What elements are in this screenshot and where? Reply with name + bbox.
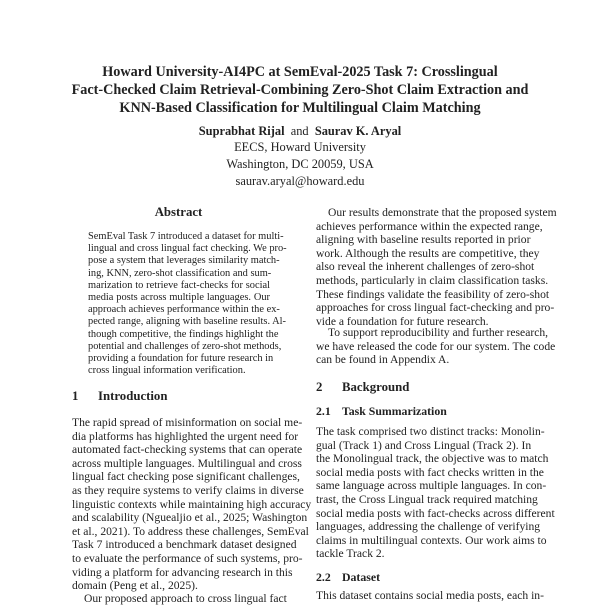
abstract-text (88, 231, 287, 377)
right-para-1 (316, 206, 557, 328)
right-para-2 (316, 326, 556, 367)
text-line: Our results demonstrate that the proposed system (328, 206, 557, 219)
text-line: et al., 2021). To address these challenges, SemEval (72, 524, 309, 538)
task-text (316, 425, 555, 561)
text-line: achieves performance within the expected range, (316, 219, 543, 233)
text-line: approaches for cross lingual fact-checking and pro- (316, 301, 555, 315)
text-line: work. Although the results are competitive, they (316, 246, 540, 260)
text-line: linguistic contexts while maintaining high accuracy (72, 497, 312, 511)
text-line: across multiple languages. Multilingual and cross (72, 456, 302, 470)
text-line: as they require systems to verify claims in diverse (72, 483, 304, 497)
text-line: The rapid spread of misinformation on social me- (72, 416, 303, 429)
text-line: aligning with baseline results reported in prior (316, 233, 531, 247)
author-and: and (290, 124, 309, 138)
text-line: cross lingual information verification. (88, 365, 246, 377)
authors (100, 123, 500, 139)
text-line: To support reproducibility and further research, (328, 326, 549, 339)
text-line: gual (Track 1) and Cross Lingual (Track 2). In (316, 438, 532, 452)
text-line: also reveal the inherent challenges of zero-shot (316, 260, 535, 274)
text-line: lingual fact checking pose significant challenges, (72, 470, 300, 484)
dataset-heading: 2.2 Dataset (316, 570, 381, 584)
text-line: pose a system that leverages similarity match- (88, 255, 280, 267)
intro-text (72, 416, 312, 593)
email-link[interactable]: saurav.aryal@howard.edu (235, 174, 365, 188)
text-line: automated fact-checking systems that can operate (72, 443, 303, 457)
text-line: languages, addressing the challenge of verifying (316, 520, 541, 534)
background-heading: 2 Background (316, 380, 410, 394)
text-line: marization to retrieve fact-checks for social (88, 279, 270, 291)
text-line: the Monolingual track, the objective was to match (316, 452, 549, 466)
text-line: social media posts with fact-checks across different (316, 506, 555, 520)
text-line: to evaluate the performance of such systems, pro- (72, 551, 303, 565)
address: Washington, DC 20059, USA (226, 157, 374, 171)
text-line: viding a platform for advancing research in this (72, 565, 293, 579)
author-name: Saurav K. Aryal (314, 124, 402, 138)
text-line: and scalability (Nguealjio et al., 2025; Washington (72, 511, 308, 525)
text-line: ing, KNN, zero-shot classification and sum- (88, 267, 272, 279)
intro-heading: 1 Introduction (72, 389, 168, 403)
text-line: These findings validate the feasibility of zero-shot (316, 287, 550, 301)
text-line: lingual and cross lingual fact checking. We pro- (88, 243, 287, 255)
text-line: Task 7 introduced a benchmark dataset designed (72, 538, 297, 552)
dataset-cut: This dataset contains social media posts, each in- (316, 589, 544, 602)
title-line: KNN-Based Classification for Multilingual Claim Matching (119, 100, 481, 116)
text-line: vide a foundation for future research. (316, 314, 489, 328)
text-line: potential and challenges of zero-shot methods, (88, 340, 282, 352)
text-line: domain (Peng et al., 2025). (72, 579, 198, 593)
text-line: pected range, aligning with baseline results. Al- (88, 316, 286, 328)
text-line: methods, particularly in claim classification tasks. (316, 273, 549, 287)
title-line: Fact-Checked Claim Retrieval-Combining Zero-Shot Claim Extraction and (71, 82, 529, 98)
text-line: The task comprised two distinct tracks: Monolin- (316, 425, 545, 438)
text-line: providing a foundation for future research in (88, 352, 274, 364)
task-heading: 2.1 Task Summarization (316, 404, 447, 418)
text-line: dia platforms has highlighted the urgent need for (72, 429, 299, 443)
text-line: media posts across multiple languages. Our (88, 291, 270, 303)
title-line: Howard University-AI4PC at SemEval-2025 Task 7: Crosslingual (102, 64, 498, 80)
text-line: social media posts with fact checks written in the (316, 465, 544, 479)
text-line: we have released the code for our system. The code (316, 339, 556, 353)
text-line: SemEval Task 7 introduced a dataset for multi- (88, 231, 284, 242)
text-line: claims in multilingual contexts. Our work aims to (316, 533, 547, 547)
intro-cut: Our proposed approach to cross lingual fact (84, 592, 287, 605)
abstract-heading: Abstract (154, 205, 203, 219)
paper-title (40, 63, 560, 117)
text-line: same language across multiple languages. In con- (316, 479, 547, 493)
text-line: trast, the Cross Lingual track required matching (316, 492, 538, 506)
author-name: Suprabhat Rijal (198, 124, 285, 138)
text-line: can be found in Appendix A. (316, 353, 450, 367)
text-line: tackle Track 2. (316, 547, 385, 561)
text-line: though competitive, the findings highlight the (88, 328, 279, 340)
affiliation: EECS, Howard University (234, 140, 366, 154)
text-line: approach achieves performance within the ex- (88, 304, 280, 316)
